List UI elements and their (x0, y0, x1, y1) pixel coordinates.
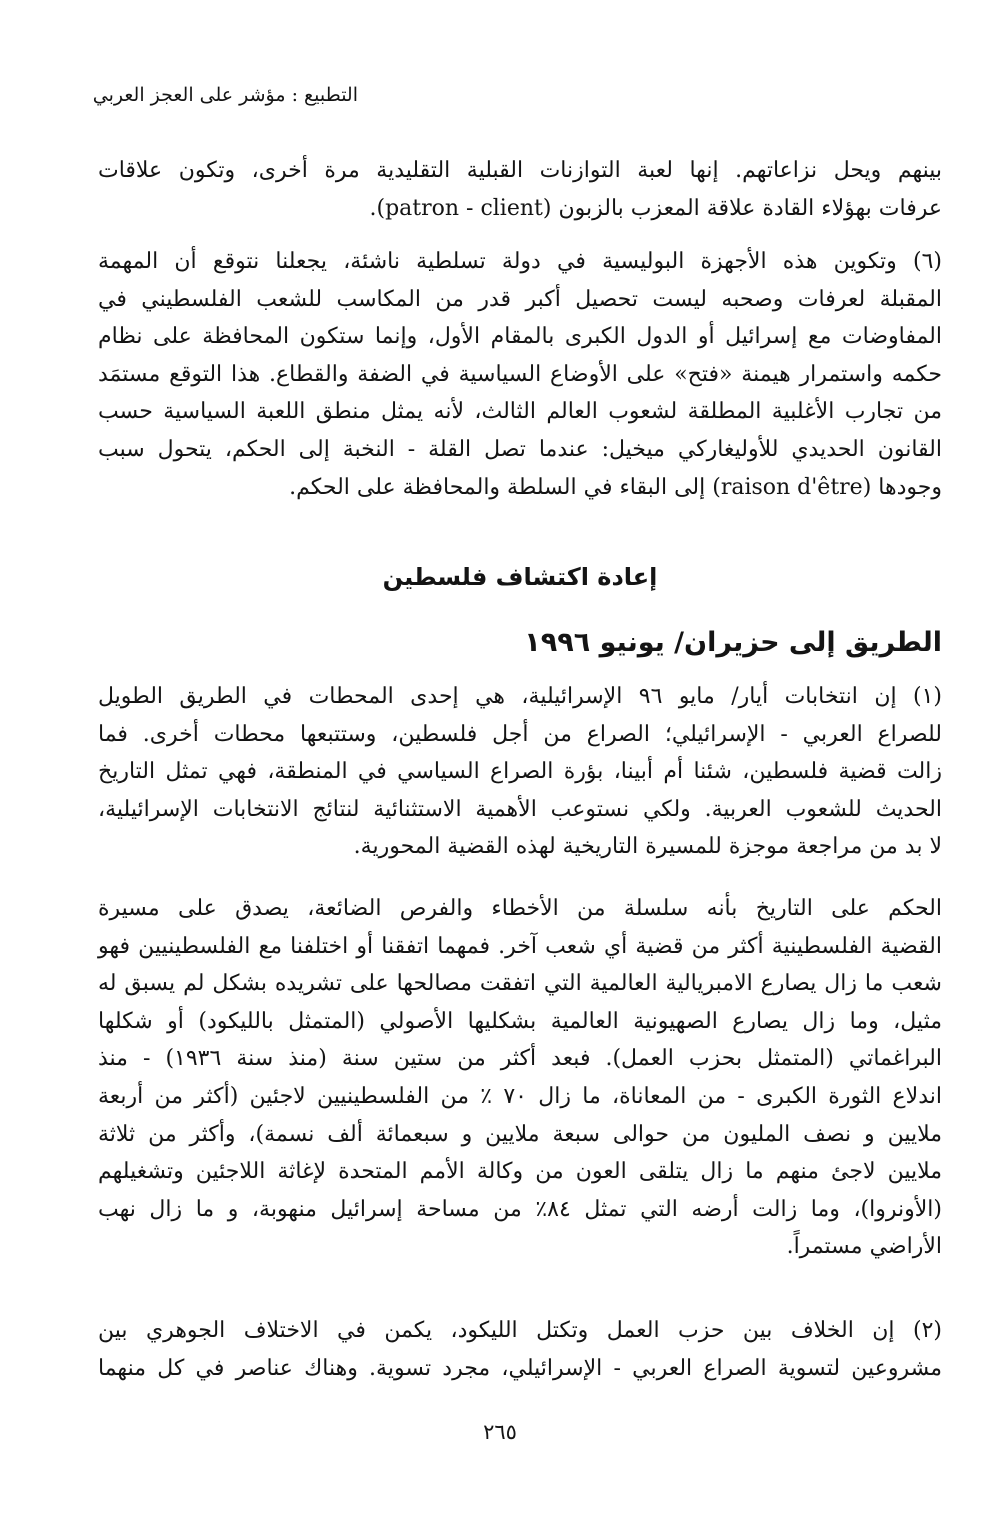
text-line: حكمه واستمرار هيمنة «فتح» على الأوضاع السياسية في الضفة والقطاع. هذا التوقع مستمَد (98, 361, 942, 387)
text-line: من تجارب الأغلبية المطلقة لشعوب العالم الثالث، لأنه يمثل منطق اللعبة السياسية حسب (98, 399, 942, 425)
intro-paragraph (98, 152, 942, 227)
running-head: التطبيع : مؤشر على العجز العربي (92, 84, 358, 106)
text-line: (١) إن انتخابات أيار/ مايو ٩٦ الإسرائيلية، هي إحدى المحطات في الطريق الطويل (98, 684, 943, 709)
text-line: للصراع العربي - الإسرائيلي؛ الصراع من أجل فلسطين، وستتبعها محطات أخرى. فما (98, 721, 942, 747)
paragraph-2 (98, 1312, 942, 1387)
text-line: (٦) وتكوين هذه الأجهزة البوليسية في دولة تسلطية ناشئة، يجعلنا نتوقع أن المهمة (98, 249, 942, 274)
text-line: الحكم على التاريخ بأنه سلسلة من الأخطاء والفرص الضائعة، يصدق على مسيرة (98, 896, 942, 921)
text-line: عرفات بهؤلاء القادة علاقة المعزب بالزبون (patron - client). (369, 195, 942, 221)
text-line: ملايين و نصف المليون من حوالى سبعة ملايين و سبعمائة ألف نسمة)، وأكثر من ثلاثة (98, 1121, 942, 1147)
text-line: البراغماتي (المتمثل بحزب العمل). فبعد أكثر من ستين سنة (منذ سنة ١٩٣٦) - منذ (98, 1046, 942, 1072)
page-number: ٢٦٥ (483, 1420, 517, 1444)
paragraph-1 (98, 678, 942, 866)
text-line: بينهم ويحل نزاعاتهم. إنها لعبة التوازنات القبلية التقليدية مرة أخرى، وتكون علاقات (98, 158, 943, 183)
text-line: وجودها (raison d'être) إلى البقاء في السلطة والمحافظة على الحكم. (289, 474, 942, 500)
text-line: اندلاع الثورة الكبرى - من المعاناة، ما زال ٧٠ ٪ من الفلسطينيين لاجئين (أكثر من أربعة (98, 1083, 942, 1109)
text-line: المفاوضات مع إسرائيل أو الدول الكبرى بالمقام الأول، وإنما ستكون المحافظة على نظام (98, 324, 942, 350)
text-line: (الأونروا)، وما زالت أرضه التي تمثل ٨٤٪ من مساحة إسرائيل منهوبة، و ما زال نهب (98, 1196, 942, 1222)
text-line: لا بد من مراجعة موجزة للمسيرة التاريخية لهذه القضية المحورية. (353, 834, 942, 860)
text-line: القانون الحديدي للأوليغاركي ميخيل: عندما تصل القلة - النخبة إلى الحكم، يتحول سبب (98, 436, 942, 462)
text-line: مشروعين لتسوية الصراع العربي - الإسرائيلي، مجرد تسوية. وهناك عناصر في كل منهما (98, 1355, 942, 1381)
section-title: إعادة اكتشاف فلسطين (382, 563, 658, 591)
text-line: الأراضي مستمراً. (786, 1234, 942, 1260)
text-line: زالت قضية فلسطين، شئنا أم أبينا، بؤرة الصراع السياسي في المنطقة، فهي تمثل التاريخ (98, 759, 942, 785)
text-line: الحديث للشعوب العربية. ولكي نستوعب الأهمية الاستثنائية لنتائج الانتخابات الإسرائيلية، (98, 796, 942, 822)
text-line: شعب ما زال يصارع الامبريالية العالمية التي اتفقت مصالحها على تشريده بشكل لم يسبق له (98, 971, 942, 997)
paragraph-history (98, 890, 942, 1266)
text-line: ملايين لاجئ منهم ما زال يتلقى العون من وكالة الأمم المتحدة لإغاثة اللاجئين وتشغيلهم (98, 1159, 942, 1185)
text-line: (٢) إن الخلاف بين حزب العمل وتكتل الليكود، يكمن في الاختلاف الجوهري بين (98, 1318, 942, 1343)
text-line: مثيل، وما زال يصارع الصهيونية العالمية بشكليها الأصولي (المتمثل بالليكود) أو شكلها (98, 1008, 942, 1034)
subsection-title: الطريق إلى حزيران/ يونيو ١٩٩٦ (524, 627, 942, 658)
text-line: القضية الفلسطينية أكثر من قضية أي شعب آخر. فمهما اتفقنا أو اختلفنا مع الفلسطينيين فهو (98, 933, 942, 959)
paragraph-6 (98, 243, 942, 506)
text-line: المقبلة لعرفات وصحبه ليست تحصيل أكبر قدر من المكاسب للشعب الفلسطيني في (98, 286, 942, 312)
